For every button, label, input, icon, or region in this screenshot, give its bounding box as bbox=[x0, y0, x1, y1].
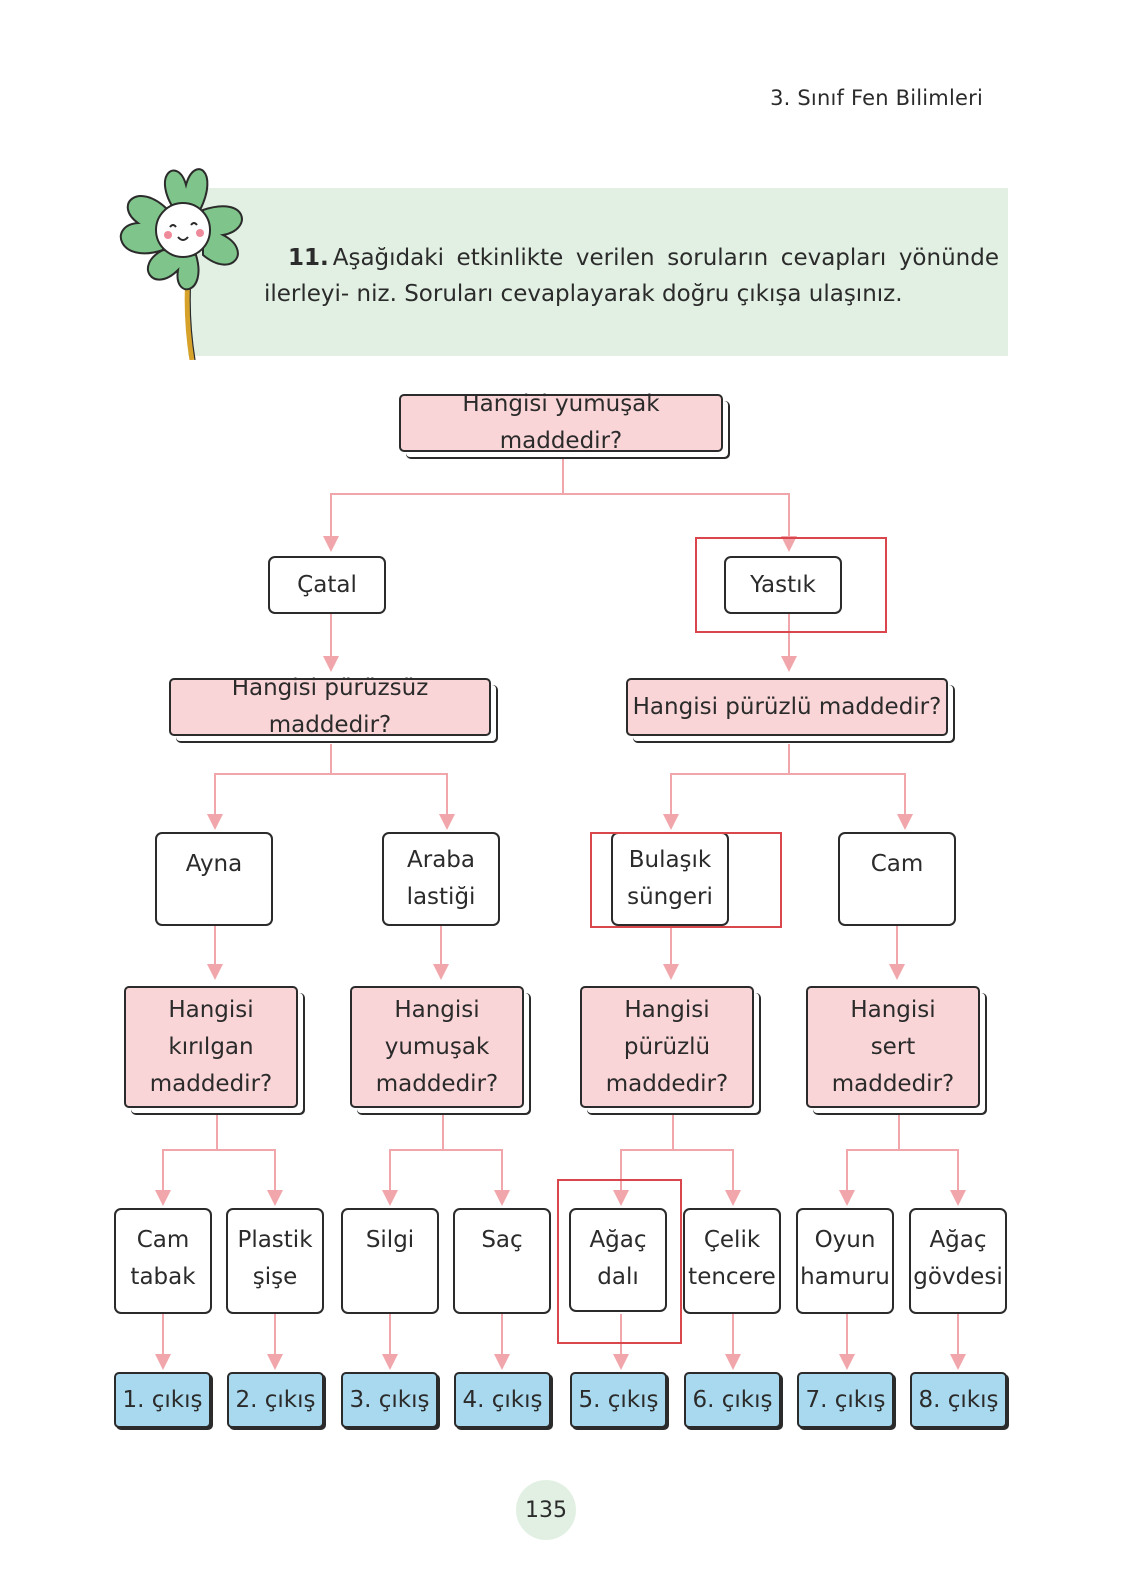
answer-box-celik-tencere: Çelik tencere bbox=[683, 1208, 781, 1314]
question-box-yumusak: Hangisi yumuşak maddedir? bbox=[350, 986, 524, 1108]
exit-box-8: 8. çıkış bbox=[910, 1372, 1007, 1428]
answer-box-agac-dali: Ağaç dalı bbox=[569, 1208, 667, 1312]
question-box-puruzlu: Hangisi pürüzlü maddedir? bbox=[626, 678, 948, 736]
question-body: Aşağıdaki etkinlikte verilen soruların cevapları yönünde ilerleyi- niz. Soruları cevaplayarak doğru çıkışa ulaşınız. bbox=[264, 245, 999, 307]
highlight-bulasik-sungeri bbox=[590, 832, 782, 928]
exit-box-1: 1. çıkış bbox=[114, 1372, 211, 1428]
answer-box-bulasik-sungeri: Bulaşık süngeri bbox=[611, 832, 729, 926]
answer-box-cam: Cam bbox=[838, 832, 956, 926]
answer-box-catal: Çatal bbox=[268, 556, 386, 614]
question-box-sert: Hangisi sert maddedir? bbox=[806, 986, 980, 1108]
answer-box-cam-tabak: Cam tabak bbox=[114, 1208, 212, 1314]
exit-box-3: 3. çıkış bbox=[341, 1372, 438, 1428]
answer-box-silgi: Silgi bbox=[341, 1208, 439, 1314]
question-number: 11. bbox=[288, 245, 329, 271]
exit-box-5: 5. çıkış bbox=[570, 1372, 667, 1428]
exit-box-2: 2. çıkış bbox=[227, 1372, 324, 1428]
highlight-yastik bbox=[695, 537, 887, 633]
exit-box-6: 6. çıkış bbox=[684, 1372, 781, 1428]
answer-box-agac-govdesi: Ağaç gövdesi bbox=[909, 1208, 1007, 1314]
highlight-agac-dali bbox=[557, 1179, 682, 1344]
exit-box-4: 4. çıkış bbox=[454, 1372, 551, 1428]
header-title: 3. Sınıf Fen Bilimleri bbox=[770, 86, 983, 110]
question-box-puruzsuz: Hangisi pürüzsüz maddedir? bbox=[169, 678, 491, 736]
answer-box-ayna: Ayna bbox=[155, 832, 273, 926]
root-question-box: Hangisi yumuşak maddedir? bbox=[399, 394, 723, 452]
answer-box-araba-lastigi: Araba lastiği bbox=[382, 832, 500, 926]
page-number: 135 bbox=[525, 1497, 567, 1523]
exit-box-7: 7. çıkış bbox=[797, 1372, 894, 1428]
answer-box-sac: Saç bbox=[453, 1208, 551, 1314]
answer-box-oyun-hamuru: Oyun hamuru bbox=[796, 1208, 894, 1314]
answer-box-yastik: Yastık bbox=[724, 556, 842, 614]
page-number-badge bbox=[516, 1480, 576, 1540]
answer-box-plastik-sise: Plastik şişe bbox=[226, 1208, 324, 1314]
question-box-kirilgan: Hangisi kırılgan maddedir? bbox=[124, 986, 298, 1108]
question-box-puruzlu-2: Hangisi pürüzlü maddedir? bbox=[580, 986, 754, 1108]
